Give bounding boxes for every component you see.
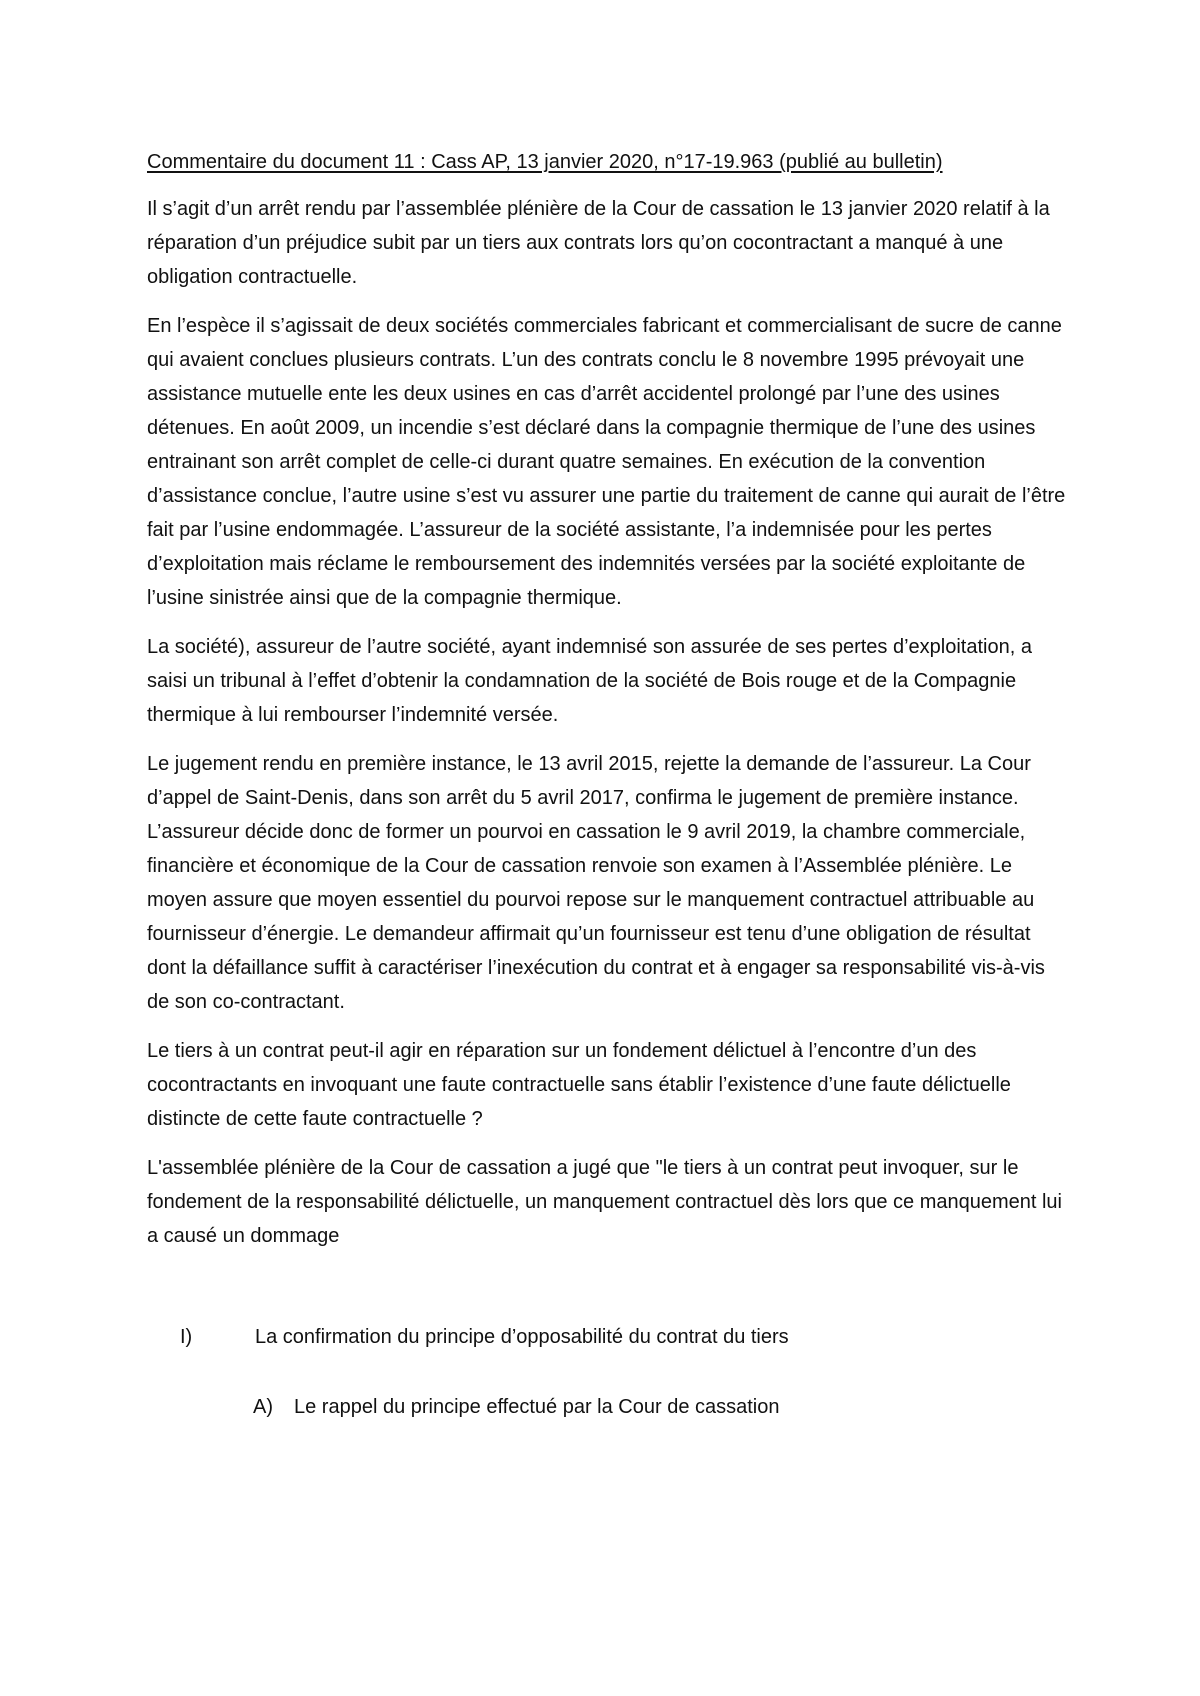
outline-part-1-number: I) — [180, 1326, 193, 1348]
outline-part-1a-number: A) — [253, 1396, 273, 1418]
outline-part-1a-title: Le rappel du principe effectué par la Cour de cassation — [294, 1396, 780, 1418]
paragraph-introduction: Il s’agit d’un arrêt rendu par l’assemblée plénière de la Cour de cassation le 13 janvier 2020 relatif à la réparation d’un préjudice subit par un tiers aux contrats lors qu’on cocontractant a manqué à une obligation contractuelle. — [147, 198, 1050, 288]
outline-part-1a — [147, 1390, 1067, 1424]
paragraph-legal-question: Le tiers à un contrat peut-il agir en réparation sur un fondement délictuel à l’encontre d’un des cocontractants en invoquant une faute contractuelle sans établir l’existence d’une faute délictuelle distincte de cette faute contractuelle ? — [147, 1040, 1011, 1130]
paragraph-solution: L'assemblée plénière de la Cour de cassation a jugé que "le tiers à un contrat peut invoquer, sur le fondement de la responsabilité délictuelle, un manquement contractuel dès lors que ce manquement lui a causé un dommage — [147, 1157, 1062, 1247]
outline-part-1-title: La confirmation du principe d’opposabilité du contrat du tiers — [255, 1326, 789, 1348]
document-page — [147, 145, 1067, 1424]
paragraph-procedure: La société), assureur de l’autre société, ayant indemnisé son assurée de ses pertes d’exploitation, a saisi un tribunal à l’effet d’obtenir la condamnation de la société de Bois rouge et de la Compagnie thermique à lui rembourser l’indemnité versée. — [147, 636, 1032, 726]
outline-part-1 — [147, 1320, 1067, 1354]
paragraph-judgments: Le jugement rendu en première instance, le 13 avril 2015, rejette la demande de l’assureur. La Cour d’appel de Saint-Denis, dans son arrêt du 5 avril 2017, confirma le jugement de première instance. L’assureur décide donc de former un pourvoi en cassation le 9 avril 2019, la chambre commerciale, financière et économique de la Cour de cassation renvoie son examen à l’Assemblée plénière. Le moyen assure que moyen essentiel du pourvoi repose sur le manquement contractuel attribuable au fournisseur d’énergie. Le demandeur affirmait qu’un fournisseur est tenu d’une obligation de résultat dont la défaillance suffit à caractériser l’inexécution du contrat et à engager sa responsabilité vis-à-vis de son co-contractant. — [147, 753, 1045, 1013]
document-title: Commentaire du document 11 : Cass AP, 13 janvier 2020, n°17-19.963 (publié au bulletin) — [147, 151, 943, 173]
paragraph-facts: En l’espèce il s’agissait de deux sociétés commerciales fabricant et commercialisant de sucre de canne qui avaient conclues plusieurs contrats. L’un des contrats conclu le 8 novembre 1995 prévoyait une assistance mutuelle ente les deux usines en cas d’arrêt accidentel prolongé par l’une des usines détenues. En août 2009, un incendie s’est déclaré dans la compagnie thermique de l’une des usines entrainant son arrêt complet de celle-ci durant quatre semaines. En exécution de la convention d’assistance conclue, l’autre usine s’est vu assurer une partie du traitement de canne qui aurait de l’être fait par l’usine endommagée. L’assureur de la société assistante, l’a indemnisée pour les pertes d’exploitation mais réclame le remboursement des indemnités versées par la société exploitante de l’usine sinistrée ainsi que de la compagnie thermique. — [147, 315, 1066, 609]
section-spacer — [147, 1268, 1067, 1320]
